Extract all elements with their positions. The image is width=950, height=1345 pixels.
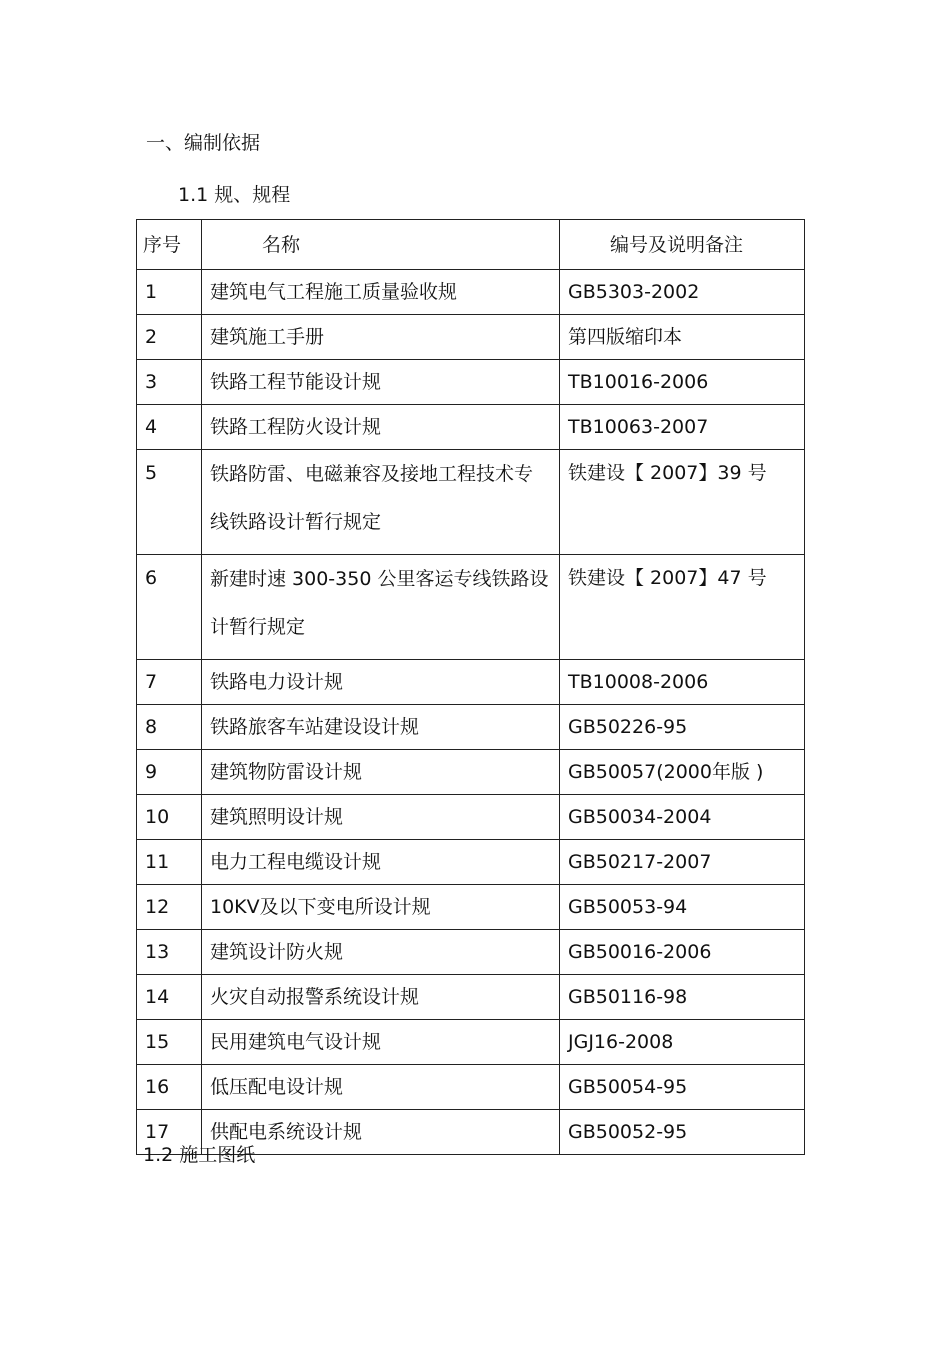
row-name: 10KV及以下变电所设计规 xyxy=(202,885,560,930)
row-code: TB10016-2006 xyxy=(560,360,805,405)
row-code: 铁建设【 2007】39 号 xyxy=(560,450,805,555)
row-code: GB50052-95 xyxy=(560,1110,805,1155)
row-name: 新建时速 300-350 公里客运专线铁路设计暂行规定 xyxy=(202,555,560,660)
header-code: 编号及说明备注 xyxy=(560,220,805,270)
row-name: 供配电系统设计规 xyxy=(202,1110,560,1155)
table-row xyxy=(137,750,805,795)
row-code: GB5303-2002 xyxy=(560,270,805,315)
row-no: 1 xyxy=(137,270,202,315)
row-no: 10 xyxy=(137,795,202,840)
table-row xyxy=(137,975,805,1020)
subsection-heading-standards: 1.1 规、规程 xyxy=(178,184,291,206)
row-no: 8 xyxy=(137,705,202,750)
row-no: 13 xyxy=(137,930,202,975)
row-no: 16 xyxy=(137,1065,202,1110)
table-row xyxy=(137,930,805,975)
table-row xyxy=(137,270,805,315)
row-name: 民用建筑电气设计规 xyxy=(202,1020,560,1065)
row-no: 9 xyxy=(137,750,202,795)
row-no: 2 xyxy=(137,315,202,360)
table-row xyxy=(137,315,805,360)
row-name: 铁路工程节能设计规 xyxy=(202,360,560,405)
row-no: 4 xyxy=(137,405,202,450)
table-row xyxy=(137,405,805,450)
row-code: GB50057(2000年版 ) xyxy=(560,750,805,795)
row-code: GB50217-2007 xyxy=(560,840,805,885)
row-name: 建筑设计防火规 xyxy=(202,930,560,975)
table-row xyxy=(137,660,805,705)
table-row xyxy=(137,840,805,885)
table-row xyxy=(137,555,805,660)
row-code: GB50226-95 xyxy=(560,705,805,750)
row-no: 6 xyxy=(137,555,202,660)
row-name: 铁路旅客车站建设设计规 xyxy=(202,705,560,750)
row-code: JGJ16-2008 xyxy=(560,1020,805,1065)
row-code: 铁建设【 2007】47 号 xyxy=(560,555,805,660)
row-name: 铁路工程防火设计规 xyxy=(202,405,560,450)
row-code: GB50116-98 xyxy=(560,975,805,1020)
row-no: 14 xyxy=(137,975,202,1020)
table-row xyxy=(137,1020,805,1065)
row-name: 建筑照明设计规 xyxy=(202,795,560,840)
table-header-row xyxy=(137,220,805,270)
subsection-heading-drawings: 1.2 施工图纸 xyxy=(143,1144,256,1166)
row-code: GB50053-94 xyxy=(560,885,805,930)
header-name: 名称 xyxy=(202,220,560,270)
row-code: TB10008-2006 xyxy=(560,660,805,705)
row-no: 12 xyxy=(137,885,202,930)
row-name: 建筑施工手册 xyxy=(202,315,560,360)
row-code: GB50016-2006 xyxy=(560,930,805,975)
row-no: 15 xyxy=(137,1020,202,1065)
table-row xyxy=(137,795,805,840)
header-no: 序号 xyxy=(137,220,202,270)
table-row xyxy=(137,1065,805,1110)
table-row xyxy=(137,360,805,405)
row-code: 第四版缩印本 xyxy=(560,315,805,360)
row-no: 17 xyxy=(137,1110,202,1155)
row-name: 火灾自动报警系统设计规 xyxy=(202,975,560,1020)
row-no: 11 xyxy=(137,840,202,885)
section-heading: 一、编制依据 xyxy=(146,132,261,154)
table-row xyxy=(137,885,805,930)
row-no: 7 xyxy=(137,660,202,705)
row-name: 低压配电设计规 xyxy=(202,1065,560,1110)
standards-table xyxy=(136,219,805,1155)
row-name: 建筑物防雷设计规 xyxy=(202,750,560,795)
row-code: GB50034-2004 xyxy=(560,795,805,840)
row-name: 电力工程电缆设计规 xyxy=(202,840,560,885)
table-row xyxy=(137,705,805,750)
row-code: GB50054-95 xyxy=(560,1065,805,1110)
row-no: 3 xyxy=(137,360,202,405)
row-name: 铁路防雷、电磁兼容及接地工程技术专线铁路设计暂行规定 xyxy=(202,450,560,555)
row-name: 铁路电力设计规 xyxy=(202,660,560,705)
row-no: 5 xyxy=(137,450,202,555)
row-code: TB10063-2007 xyxy=(560,405,805,450)
table-row xyxy=(137,450,805,555)
row-name: 建筑电气工程施工质量验收规 xyxy=(202,270,560,315)
